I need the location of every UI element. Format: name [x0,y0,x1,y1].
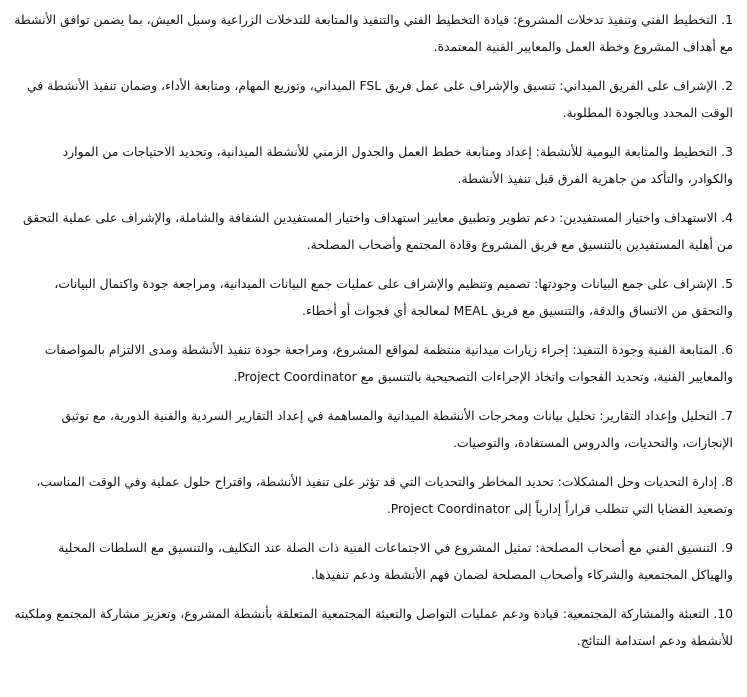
list-item [14,72,733,126]
item-text: الإشراف على الفريق الميداني: تنسيق والإشراف على عمل فريق FSL الميداني، وتوزيع المهام، ومتابعة الأداء، وضمان تنفيذ الأنشطة في الوقت المحدد وبالجودة المطلوبة. [26,78,733,120]
list-item [14,336,733,390]
item-number: 4. [721,210,733,225]
item-number: 3. [721,144,733,159]
item-number: 5. [721,276,733,291]
item-number: 1. [721,12,733,27]
item-number: 7. [721,408,733,423]
list-item [14,6,733,60]
item-number: 2. [721,78,733,93]
item-number: 10. [713,606,733,621]
item-number: 8. [721,474,733,489]
list-item [14,402,733,456]
item-text: التحليل وإعداد التقارير: تحليل بيانات ومخرجات الأنشطة الميدانية والمساهمة في إعداد التقارير السردية والفنية الدورية، مع توثيق الإنجازات، والتحديات، والدروس المستفادة، والتوصيات. [61,408,733,450]
list-item [14,204,733,258]
item-text: إدارة التحديات وحل المشكلات: تحديد المخاطر والتحديات التي قد تؤثر على تنفيذ الأنشطة، واقتراح حلول عملية وفي الوقت المناسب، وتصعيد القضايا التي تتطلب قراراً إدارياً إلى Project Coordinator. [36,474,733,516]
item-text: التعبئة والمشاركة المجتمعية: قيادة ودعم عمليات التواصل والتعبئة المجتمعية المتعلقة بأنشطة المشروع، وتعزيز مشاركة المجتمع وملكيته للأنشطة ودعم استدامة النتائج. [14,606,733,648]
item-text: المتابعة الفنية وجودة التنفيذ: إجراء زيارات ميدانية منتظمة لمواقع المشروع، ومراجعة جودة تنفيذ الأنشطة ومدى الالتزام بالمواصفات والمعايير الفنية، وتحديد الفجوات واتخاذ الإجراءات التصحيحية بالتنسيق مع Project Coordinator. [44,342,733,384]
item-text: الإشراف على جمع البيانات وجودتها: تصميم وتنظيم والإشراف على عمليات جمع البيانات الميدانية، ومراجعة جودة واكتمال البيانات، والتحقق من الاتساق والدقة، والتنسيق مع فريق MEAL لمعالجة أي فجوات أو أخطاء. [54,276,733,318]
list-item [14,600,733,654]
item-text: الاستهداف واختيار المستفيدين: دعم تطوير وتطبيق معايير استهداف واختيار المستفيدين الشفافة والشاملة، والإشراف على عملية التحقق من أهلية المستفيدين بالتنسيق مع فريق المشروع وقادة المجتمع وأصحاب المصلحة. [22,210,733,252]
list-item [14,534,733,588]
list-item [14,138,733,192]
list-item [14,270,733,324]
item-text: التخطيط الفني وتنفيذ تدخلات المشروع: قيادة التخطيط الفني والتنفيذ والمتابعة للتدخلات الزراعية وسبل العيش، بما يضمن توافق الأنشطة مع أهداف المشروع وخطة العمل والمعايير الفنية المعتمدة. [14,12,733,54]
item-number: 9. [721,540,733,555]
item-number: 6. [721,342,733,357]
item-text: التخطيط والمتابعة اليومية للأنشطة: إعداد ومتابعة خطط العمل والجدول الزمني للأنشطة الميدانية، وتحديد الاحتياجات من الموارد والكوادر، والتأكد من جاهزية الفرق قبل تنفيذ الأنشطة. [62,144,733,186]
list-item [14,468,733,522]
item-text: التنسيق الفني مع أصحاب المصلحة: تمثيل المشروع في الاجتماعات الفنية ذات الصلة عند التكليف، والتنسيق مع السلطات المحلية والهياكل المجتمعية والشركاء وأصحاب المصلحة لضمان فهم الأنشطة ودعم تنفيذها. [58,540,733,582]
